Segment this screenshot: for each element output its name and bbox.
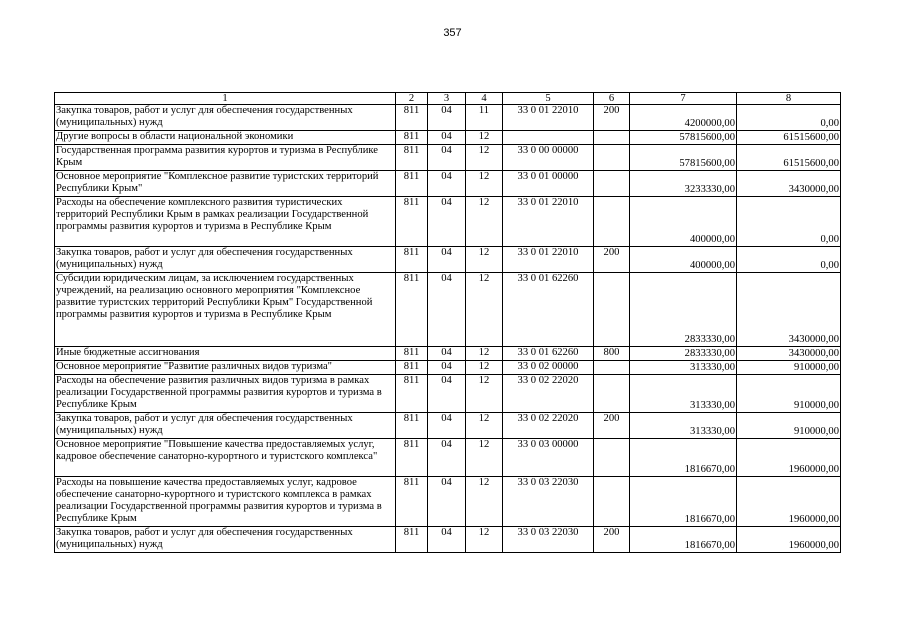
item-name-cell: Расходы на обеспечение развития различных видов туризма в рамках реализации Государственной программы развития курортов и туризма в Республике Крым	[55, 375, 396, 413]
target-article-cell: 33 0 03 22030	[503, 527, 594, 553]
subsection-code-cell: 12	[466, 439, 503, 477]
amount-col7-cell: 4200000,00	[630, 105, 737, 131]
amount-col7-cell: 3233330,00	[630, 171, 737, 197]
amount-col8-cell: 0,00	[737, 247, 841, 273]
subsection-code-cell: 12	[466, 413, 503, 439]
item-name-cell: Государственная программа развития курортов и туризма в Республике Крым	[55, 145, 396, 171]
target-article-cell: 33 0 01 00000	[503, 171, 594, 197]
amount-col8-cell: 3430000,00	[737, 171, 841, 197]
item-name-cell: Закупка товаров, работ и услуг для обеспечения государственных (муниципальных) нужд	[55, 105, 396, 131]
ministry-code-cell: 811	[396, 131, 428, 145]
header-cell: 1	[55, 93, 396, 105]
amount-col7-cell: 1816670,00	[630, 477, 737, 527]
subsection-code-cell: 12	[466, 247, 503, 273]
ministry-code-cell: 811	[396, 273, 428, 347]
expense-type-cell	[594, 477, 630, 527]
section-code-cell: 04	[428, 375, 466, 413]
expense-type-cell: 800	[594, 347, 630, 361]
amount-col8-cell: 61515600,00	[737, 145, 841, 171]
amount-col8-cell: 0,00	[737, 197, 841, 247]
target-article-cell: 33 0 01 22010	[503, 247, 594, 273]
section-code-cell: 04	[428, 439, 466, 477]
table-row	[55, 527, 841, 553]
ministry-code-cell: 811	[396, 171, 428, 197]
target-article-cell: 33 0 02 00000	[503, 361, 594, 375]
header-cell: 8	[737, 93, 841, 105]
amount-col8-cell: 1960000,00	[737, 477, 841, 527]
header-cell: 4	[466, 93, 503, 105]
amount-col8-cell: 910000,00	[737, 375, 841, 413]
ministry-code-cell: 811	[396, 145, 428, 171]
table-row	[55, 131, 841, 145]
target-article-cell: 33 0 01 22010	[503, 197, 594, 247]
subsection-code-cell: 12	[466, 197, 503, 247]
expense-type-cell	[594, 439, 630, 477]
ministry-code-cell: 811	[396, 413, 428, 439]
amount-col7-cell: 2833330,00	[630, 347, 737, 361]
header-cell: 6	[594, 93, 630, 105]
section-code-cell: 04	[428, 273, 466, 347]
section-code-cell: 04	[428, 413, 466, 439]
amount-col7-cell: 400000,00	[630, 197, 737, 247]
expense-type-cell	[594, 273, 630, 347]
expense-type-cell: 200	[594, 413, 630, 439]
table-row	[55, 247, 841, 273]
table-body	[55, 93, 841, 553]
item-name-cell: Закупка товаров, работ и услуг для обеспечения государственных (муниципальных) нужд	[55, 247, 396, 273]
item-name-cell: Основное мероприятие "Повышение качества предоставляемых услуг, кадровое обеспечение санаторно-курортного и туристского комплекса"	[55, 439, 396, 477]
table-row	[55, 439, 841, 477]
budget-table	[54, 92, 841, 553]
amount-col8-cell: 910000,00	[737, 361, 841, 375]
expense-type-cell	[594, 131, 630, 145]
ministry-code-cell: 811	[396, 197, 428, 247]
item-name-cell: Другие вопросы в области национальной экономики	[55, 131, 396, 145]
target-article-cell: 33 0 03 22030	[503, 477, 594, 527]
amount-col7-cell: 1816670,00	[630, 439, 737, 477]
amount-col7-cell: 400000,00	[630, 247, 737, 273]
subsection-code-cell: 12	[466, 131, 503, 145]
amount-col8-cell: 1960000,00	[737, 527, 841, 553]
ministry-code-cell: 811	[396, 361, 428, 375]
table-row	[55, 477, 841, 527]
subsection-code-cell: 12	[466, 477, 503, 527]
expense-type-cell	[594, 361, 630, 375]
section-code-cell: 04	[428, 197, 466, 247]
expense-type-cell: 200	[594, 105, 630, 131]
table-row	[55, 145, 841, 171]
section-code-cell: 04	[428, 347, 466, 361]
table-header-row	[55, 93, 841, 105]
target-article-cell: 33 0 02 22020	[503, 413, 594, 439]
item-name-cell: Закупка товаров, работ и услуг для обеспечения государственных (муниципальных) нужд	[55, 413, 396, 439]
item-name-cell: Расходы на повышение качества предоставляемых услуг, кадровое обеспечение санаторно-курортного и туристского комплекса в рамках реализации Государственной программы развития курортов и туризма в Республике Крым	[55, 477, 396, 527]
subsection-code-cell: 11	[466, 105, 503, 131]
table-row	[55, 413, 841, 439]
header-cell: 5	[503, 93, 594, 105]
ministry-code-cell: 811	[396, 375, 428, 413]
table-row	[55, 375, 841, 413]
subsection-code-cell: 12	[466, 361, 503, 375]
subsection-code-cell: 12	[466, 273, 503, 347]
subsection-code-cell: 12	[466, 347, 503, 361]
target-article-cell: 33 0 02 22020	[503, 375, 594, 413]
subsection-code-cell: 12	[466, 375, 503, 413]
table-row	[55, 105, 841, 131]
item-name-cell: Основное мероприятие "Комплексное развитие туристских территорий Республики Крым"	[55, 171, 396, 197]
item-name-cell: Субсидии юридическим лицам, за исключением государственных учреждений, на реализацию основного мероприятия "Комплексное развитие туристских территорий Республики Крым" Государственной программы развития курортов и туризма в Республике Крым	[55, 273, 396, 347]
expense-type-cell	[594, 375, 630, 413]
ministry-code-cell: 811	[396, 105, 428, 131]
amount-col7-cell: 2833330,00	[630, 273, 737, 347]
section-code-cell: 04	[428, 527, 466, 553]
table-row	[55, 171, 841, 197]
item-name-cell: Иные бюджетные ассигнования	[55, 347, 396, 361]
target-article-cell: 33 0 01 22010	[503, 105, 594, 131]
section-code-cell: 04	[428, 145, 466, 171]
subsection-code-cell: 12	[466, 171, 503, 197]
ministry-code-cell: 811	[396, 477, 428, 527]
item-name-cell: Закупка товаров, работ и услуг для обеспечения государственных (муниципальных) нужд	[55, 527, 396, 553]
expense-type-cell: 200	[594, 247, 630, 273]
target-article-cell: 33 0 01 62260	[503, 273, 594, 347]
amount-col8-cell: 3430000,00	[737, 273, 841, 347]
section-code-cell: 04	[428, 361, 466, 375]
amount-col7-cell: 1816670,00	[630, 527, 737, 553]
subsection-code-cell: 12	[466, 527, 503, 553]
amount-col8-cell: 1960000,00	[737, 439, 841, 477]
ministry-code-cell: 811	[396, 439, 428, 477]
amount-col8-cell: 0,00	[737, 105, 841, 131]
expense-type-cell	[594, 145, 630, 171]
section-code-cell: 04	[428, 105, 466, 131]
target-article-cell	[503, 131, 594, 145]
item-name-cell: Основное мероприятие "Развитие различных видов туризма"	[55, 361, 396, 375]
ministry-code-cell: 811	[396, 247, 428, 273]
amount-col7-cell: 313330,00	[630, 375, 737, 413]
table-row	[55, 197, 841, 247]
section-code-cell: 04	[428, 131, 466, 145]
amount-col7-cell: 57815600,00	[630, 131, 737, 145]
target-article-cell: 33 0 01 62260	[503, 347, 594, 361]
ministry-code-cell: 811	[396, 527, 428, 553]
page-number: 357	[443, 27, 462, 39]
expense-type-cell: 200	[594, 527, 630, 553]
table-row	[55, 273, 841, 347]
item-name-cell: Расходы на обеспечение комплексного развития туристических территорий Республики Крым в рамках реализации Государственной программы развития курортов и туризма в Республике Крым	[55, 197, 396, 247]
table-row	[55, 347, 841, 361]
amount-col7-cell: 57815600,00	[630, 145, 737, 171]
amount-col8-cell: 910000,00	[737, 413, 841, 439]
amount-col8-cell: 3430000,00	[737, 347, 841, 361]
section-code-cell: 04	[428, 171, 466, 197]
header-cell: 2	[396, 93, 428, 105]
amount-col8-cell: 61515600,00	[737, 131, 841, 145]
amount-col7-cell: 313330,00	[630, 361, 737, 375]
expense-type-cell	[594, 197, 630, 247]
ministry-code-cell: 811	[396, 347, 428, 361]
subsection-code-cell: 12	[466, 145, 503, 171]
target-article-cell: 33 0 03 00000	[503, 439, 594, 477]
amount-col7-cell: 313330,00	[630, 413, 737, 439]
table-row	[55, 361, 841, 375]
header-cell: 3	[428, 93, 466, 105]
expense-type-cell	[594, 171, 630, 197]
header-cell: 7	[630, 93, 737, 105]
section-code-cell: 04	[428, 477, 466, 527]
section-code-cell: 04	[428, 247, 466, 273]
target-article-cell: 33 0 00 00000	[503, 145, 594, 171]
